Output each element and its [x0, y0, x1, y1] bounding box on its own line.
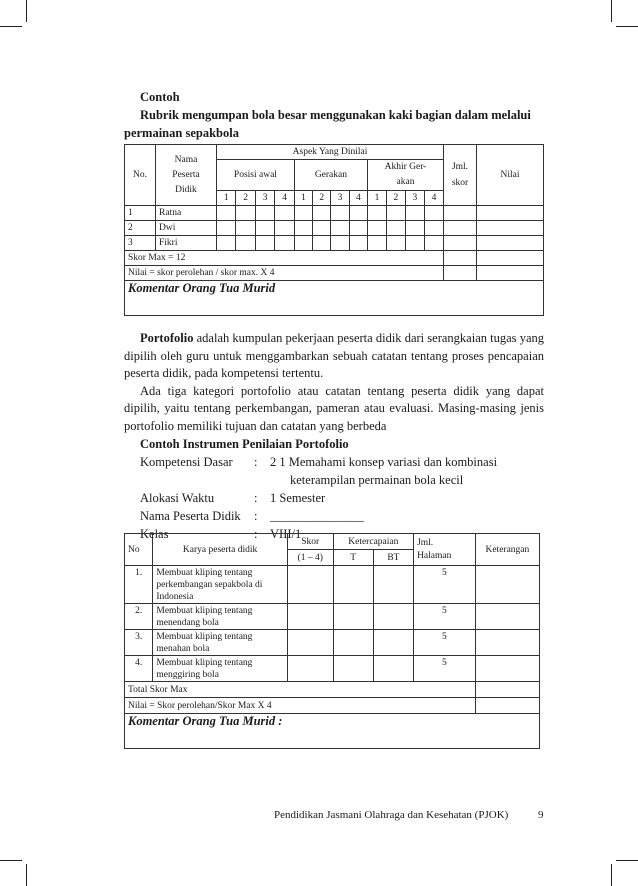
example-label: Contoh	[140, 90, 180, 104]
row-name: Ratna	[156, 206, 217, 221]
col-jml-line: Halaman	[417, 550, 452, 561]
col-jml-line: Jml.	[417, 537, 434, 548]
portfolio-paragraph-1	[124, 330, 544, 383]
row-no: 2.	[125, 604, 153, 630]
nilai-formula: Nilai = Skor perolehan/Skor Max X 4	[125, 698, 476, 714]
field-value: keterampilan permainan bola kecil	[290, 473, 464, 487]
field-nama	[124, 507, 544, 525]
crop-mark	[616, 26, 638, 27]
row-karya	[153, 566, 288, 604]
field-colon: :	[254, 491, 258, 505]
row-halaman: 5	[414, 656, 476, 682]
score-num: 1	[367, 191, 386, 206]
row-karya	[153, 604, 288, 630]
portfolio-table	[124, 533, 540, 749]
row-halaman: 5	[414, 630, 476, 656]
col-skor-header: Skor	[287, 534, 333, 550]
field-label: Alokasi Waktu	[140, 491, 215, 505]
col-name-line: Peserta	[172, 169, 200, 180]
row-no: 4.	[125, 656, 153, 682]
karya-line: menahan bola	[156, 644, 210, 654]
aspect-header: Aspek Yang Dinilai	[217, 145, 444, 160]
col-skor-range: (1 – 4)	[287, 550, 333, 566]
instrument-title: Contoh Instrumen Penilaian Portofolio	[140, 437, 349, 451]
portfolio-definition: adalah kumpulan pekerjaan peserta didik dari serangkaian tugas yang dipilih oleh guru untuk menggambarkan sebuah catatan tentang proses pencapaian peserta didik, pada kompetensi tertentu.	[124, 331, 544, 380]
table-row	[125, 236, 544, 251]
score-num: 4	[424, 191, 443, 206]
karya-line: menggiring bola	[156, 670, 219, 680]
aspect-gerakan: Gerakan	[294, 160, 367, 191]
col-name-line: Nama	[174, 154, 198, 165]
total-skor-max: Total Skor Max	[125, 682, 476, 698]
page-content	[124, 88, 544, 543]
aspect-line: Akhir Ger-	[384, 162, 427, 172]
field-label: Kompetensi Dasar	[140, 455, 233, 469]
row-name: Fikri	[156, 236, 217, 251]
col-name-line: Didik	[175, 184, 197, 195]
skor-max: Skor Max = 12	[125, 251, 444, 266]
score-num: 3	[405, 191, 424, 206]
crop-mark	[0, 860, 22, 861]
table-row	[125, 630, 540, 656]
row-no: 2	[125, 221, 156, 236]
col-ket-header: Keterangan	[475, 534, 539, 566]
field-kompetensi	[124, 453, 544, 471]
row-no: 3.	[125, 630, 153, 656]
karya-line: menendang bola	[156, 618, 219, 628]
col-karya-header: Karya peserta didik	[153, 534, 288, 566]
crop-mark	[616, 860, 638, 861]
col-name-header	[156, 145, 217, 206]
col-no-header: No.	[125, 145, 156, 206]
crop-mark	[26, 864, 27, 886]
row-halaman: 5	[414, 604, 476, 630]
score-num: 3	[255, 191, 274, 206]
score-num: 1	[217, 191, 236, 206]
karya-line: Indonesia	[156, 592, 194, 602]
col-bt-header: BT	[373, 550, 413, 566]
field-value: VIII/1	[270, 527, 302, 541]
field-alokasi	[124, 489, 544, 507]
komentar-box	[125, 281, 544, 316]
col-no-header: No	[125, 534, 153, 566]
karya-line: Membuat kliping tentang	[156, 632, 253, 642]
row-name: Dwi	[156, 221, 217, 236]
field-kompetensi-cont	[124, 471, 544, 489]
col-jml-header	[414, 534, 476, 566]
row-halaman: 5	[414, 566, 476, 604]
rubric-table	[124, 144, 544, 316]
field-label: Nama Peserta Didik	[140, 509, 241, 523]
karya-line: Membuat kliping tentang	[156, 658, 253, 668]
table-row	[125, 206, 544, 221]
score-num: 2	[386, 191, 405, 206]
field-colon: :	[254, 455, 258, 469]
field-colon: :	[254, 527, 258, 541]
portfolio-paragraph-2: Ada tiga kategori portofolio atau catatan tentang peserta didik yang dapat dipilih, yaitu tentang perkembangan, pameran atau evaluasi. Masing-masing jenis portofolio memiliki tujuan dan catatan yang berbeda	[124, 383, 544, 433]
score-num: 2	[313, 191, 331, 206]
col-nilai-header: Nilai	[477, 145, 544, 206]
col-jml-line: Jml.	[451, 162, 469, 172]
karya-line: Membuat kliping tentang	[156, 568, 253, 578]
table-row	[125, 566, 540, 604]
footer-book-title: Pendidikan Jasmani Olahraga dan Kesehatan (PJOK)	[274, 809, 509, 821]
portfolio-term: Portofolio	[140, 331, 194, 345]
karya-line: perkembangan sepakbola di	[156, 580, 263, 590]
crop-mark	[611, 864, 612, 886]
footer-page-number: 9	[538, 809, 544, 821]
score-num: 4	[275, 191, 294, 206]
crop-mark	[0, 26, 22, 27]
row-no: 1.	[125, 566, 153, 604]
rubric-title-line2: permainan sepakbola	[124, 126, 239, 140]
komentar-label: Komentar Orang Tua Murid	[128, 281, 276, 295]
aspect-akhir-gerakan	[367, 160, 443, 191]
nilai-formula: Nilai = skor perolehan / skor max. X 4	[125, 266, 444, 281]
field-value: 1 Semester	[270, 491, 326, 505]
col-jml-header	[444, 145, 477, 206]
rubric-title-line1: Rubrik mengumpan bola besar menggunakan kaki bagian dalam melalui	[140, 108, 531, 122]
score-num: 2	[236, 191, 255, 206]
karya-line: Membuat kliping tentang	[156, 606, 253, 616]
komentar-box	[125, 714, 540, 749]
score-num: 1	[294, 191, 312, 206]
score-num: 3	[331, 191, 349, 206]
col-t-header: T	[333, 550, 373, 566]
crop-mark	[26, 0, 27, 22]
table-row	[125, 604, 540, 630]
row-no: 1	[125, 206, 156, 221]
row-karya	[153, 656, 288, 682]
field-label: Kelas	[140, 527, 169, 541]
field-value: _______________	[270, 509, 364, 523]
aspect-line: akan	[396, 177, 415, 187]
table-row	[125, 221, 544, 236]
row-no: 3	[125, 236, 156, 251]
field-colon: :	[254, 509, 258, 523]
row-karya	[153, 630, 288, 656]
aspect-posisi-awal: Posisi awal	[217, 160, 295, 191]
crop-mark	[611, 0, 612, 22]
komentar-label: Komentar Orang Tua Murid :	[128, 714, 283, 728]
score-num: 4	[349, 191, 367, 206]
col-ketercapaian-header: Ketercapaian	[333, 534, 414, 550]
table-row	[125, 656, 540, 682]
col-jml-line: skor	[451, 178, 469, 188]
field-value: 2 1 Memahami konsep variasi dan kombinasi	[270, 455, 498, 469]
